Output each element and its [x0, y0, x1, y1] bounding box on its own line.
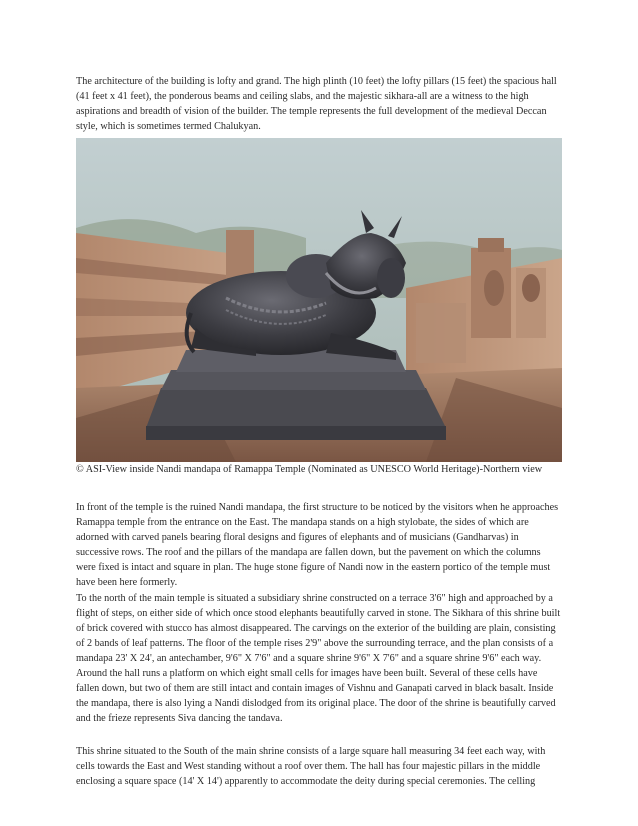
paragraph-architecture: The architecture of the building is lofty and grand. The high plinth (10 feet) the lofty pillars (15 feet) the spacious hall (41 feet x 41 feet), the ponderous beams and ceiling slabs, and the majestic sikhara-all are a witness to the high aspirations and breadth of vision of the builder. The temple represents the full development of the medieval Deccan style, which is sometimes termed Chalukyan.: [76, 76, 557, 132]
photo-caption: © ASI-View inside Nandi mandapa of Ramappa Temple (Nominated as UNESCO World Heritage)-Northern view: [76, 464, 543, 475]
paragraph-south-shrine: This shrine situated to the South of the main shrine consists of a large square hall measuring 34 feet each way, with cells towards the East and West standing without a roof over them. The hall has four majestic pillars in the middle enclosing a square space (14' X 14') apparently to accommodate the deity during special ceremonies. The celling: [76, 746, 546, 787]
nandi-photo: [76, 138, 562, 462]
paragraph-subsidiary-shrine: To the north of the main temple is situated a subsidiary shrine constructed on a terrace 3'6" high and approached by a flight of steps, on either side of which once stood elephants beautifully carved in stone. The Sikhara of this shrine built of brick covered with stucco has almost disappeared. The carvings on the exterior of the building are plain, consisting of 2 bands of leaf patterns. The floor of the temple rises 2'9" above the surrounding terrace, and the plan consists of a mandapa 23' X 24', an antechamber, 9'6" X 7'6" and a square shrine 9'6" X 7'6" and a square shrine 9'6" each way. Around the hall runs a platform on which eight small cells for images have been built. Several of these cells have fallen down, but two of them are still intact and contain images of Vishnu and Ganapati carved in black basalt. Inside the mandapa, there is also lying a Nandi dislodged from its original place. The door of the shrine is beautifully carved and the frieze represents Siva dancing the tandava.: [76, 593, 561, 724]
paragraph-nandi-mandapa: In front of the temple is the ruined Nandi mandapa, the first structure to be noticed by the visitors when he approaches Ramappa temple from the entrance on the East. The mandapa stands on a high stylobate, the sides of which are adorned with carved panels bearing floral designs and figures of elephants and of musicians (Gandharvas) in successive rows. The roof and the pillars of the mandapa are fallen down, but the pavement on which the columns were fixed is intact and square in plan. The huge stone figure of Nandi now in the eastern portico of the temple must have been here formerly.: [76, 502, 559, 588]
nandi-statue-image: [76, 138, 562, 462]
